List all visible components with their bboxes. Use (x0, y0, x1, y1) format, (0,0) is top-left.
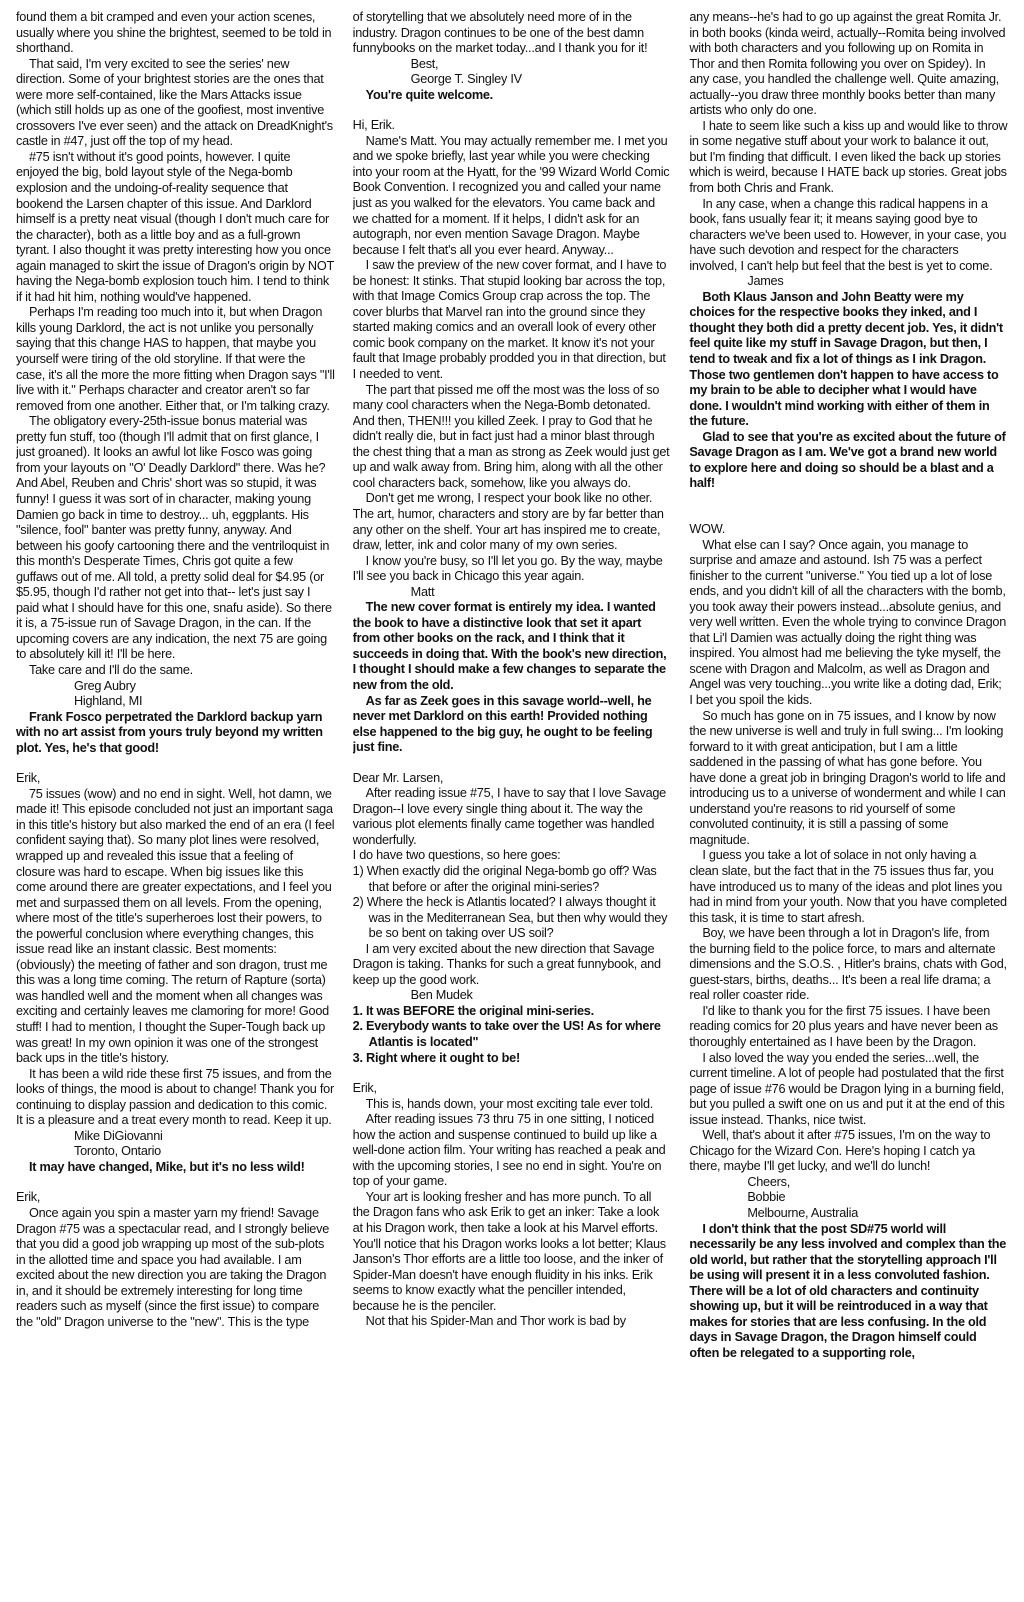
letter-signature: Best, (410, 56, 439, 71)
letter-salutation: Erik, (352, 1081, 377, 1096)
letter-separator (353, 103, 672, 118)
letter-paragraph: After reading issue #75, I have to say that I love Savage Dragon--I love every single thing about it. The way the various plot elements finally came together was handled wonderfully. (352, 786, 666, 847)
letter-paragraph: I saw the preview of the new cover format, and I have to be honest: It stinks. That stupid looking bar across the top, with that Image Comics Group crap across the top. The cover blurbs that Marvel ran into the ground since they started making comics and an overall look of every other comic book company on the market. It know it's not your fault that Image probably prodded you in that direction, but I needed to vent. (352, 258, 667, 382)
letter-salutation: Dear Mr. Larsen, (352, 770, 444, 785)
editor-reply: Frank Fosco perpetrated the Darklord backup yarn with no art assist from yours truly beyond my written plot. Yes, he's that good! (16, 709, 323, 755)
letter-paragraph: I hate to seem like such a kiss up and would like to throw in some negative stuff about your work to balance it out, but I'm finding that difficult. I even liked the back up stories which is weird, because I HATE back up stories. Great jobs from both Chris and Frank. (689, 118, 1008, 196)
letter-separator (16, 756, 335, 771)
letter-paragraph: I guess you take a lot of solace in not only having a clean slate, but the fact that in the 75 issues thus far, you have introduced us to many of the ideas and plot lines you had in mind from your youth. Now that you have completed this task, it is time to start afresh. (689, 848, 1007, 925)
letter-paragraph: I also loved the way you ended the series...well, the current timeline. A lot of people had postulated that the first page of issue #76 would be Dragon lying in a burning field, but you pulled a swift one on us and put it at the end of this issue instead. Thanks, nice twist. (689, 1050, 1005, 1127)
letter-salutation: Hi, Erik. (352, 118, 395, 133)
letter-paragraph: Boy, we have been through a lot in Dragon's life, from the burning field to the police force, to mars and alternate dimensions and the S.O.S. , Hitler's brains, chats with God, guest-stars, births, deaths... It's been a real life drama; a real roller coaster ride. (689, 926, 1007, 1003)
letter-separator (689, 492, 1008, 507)
letter-signature: Toronto, Ontario (74, 1144, 161, 1159)
letter-paragraph: I'd like to thank you for the first 75 issues. I have been reading comics for 20 plus years and have never been as thoroughly entertained as I have been by the Dragon. (689, 1003, 998, 1049)
letter-paragraph-continued: of storytelling that we absolutely need more of in the industry. Dragon continues to be one of the best damn funnybooks on the market today...and I thank you for it! (352, 10, 648, 56)
letter-paragraph: So much has gone on in 75 issues, and I know by now the new universe is well and truly in full swing... I'm looking forward to it with great anticipation, but I am a little saddened in the passing of what has gone before. You have done a great job in bringing Dragon's world to life and introducing us to a universe of wonderment and while I can understand you're reasons to rid yourself of some convoluted continuity, it is still a passing of some magnitude. (689, 708, 1006, 847)
letter-signature: Cheers, (747, 1174, 791, 1189)
letter-paragraph: Not that his Spider-Man and Thor work is bad by (365, 1314, 626, 1329)
letter-signature: James (747, 274, 784, 289)
letter-paragraph: I am very excited about the new direction that Savage Dragon is taking. Thanks for such a great funnybook, and keep up the good work. (352, 941, 661, 987)
letter-separator (353, 756, 672, 771)
letter-paragraph: After reading issues 73 thru 75 in one sitting, I noticed how the action and suspense continued to build up like a well-done action film. Your writing has reached a peak and with the upcoming stories, I see no end in sight. You're on top of your game. (352, 1112, 666, 1189)
letters-column-2 (353, 10, 672, 1594)
letters-column-1 (16, 10, 335, 1594)
letter-salutation: WOW. (689, 521, 725, 536)
letter-signature: Bobbie (747, 1190, 786, 1205)
editor-reply: It may have changed, Mike, but it's no less wild! (29, 1159, 305, 1174)
editor-reply: Glad to see that you're as excited about the future of Savage Dragon as I am. We've got a brand new world to explore here and doing so should be a blast and a half! (689, 429, 1006, 491)
letter-separator (689, 507, 1008, 522)
letter-paragraph: Don't get me wrong, I respect your book like no other. The art, humor, characters and story are by far better than any other on the shelf. Your art has inspired me to create, draw, letter, ink and color many of my own series. (352, 491, 664, 553)
letter-salutation: Erik, (16, 771, 41, 786)
editor-reply-item: 2. Everybody wants to take over the US! As for where Atlantis is located" (352, 1019, 661, 1049)
editor-reply: Both Klaus Janson and John Beatty were my choices for the respective books they inked, and I thought they both did a pretty decent job. Yes, it didn't feel quite like my stuff in Savage Dragon, but then, I tend to tweak and fix a lot of things as I ink Dragon. Those two gentlemen don't happen to have access to my brain to be able to decipher what I would have done. I wouldn't mind working with either of them in the future. (689, 289, 1003, 429)
letter-question-item: 1) When exactly did the original Nega-bomb go off? Was that before or after the original mini-series? (352, 863, 657, 894)
letter-salutation: Erik, (16, 1190, 41, 1205)
letters-column-3 (689, 10, 1008, 1594)
letter-paragraph: Well, that's about it after #75 issues, I'm on the way to Chicago for the Wizard Con. Here's hoping I catch ya there, maybe I'll get lucky, and we'll do lunch! (689, 1128, 991, 1174)
letter-paragraph: Take care and I'll do the same. (29, 662, 193, 677)
letter-paragraph: The obligatory every-25th-issue bonus material was pretty fun stuff, too (though I'll admit that on first glance, I just groaned). It looks an awful lot like Fosco was going from your layouts on "O' Deadly Darklord" there. Was he? And Abel, Reuben and Chris' short was so stupid, it was funny! I guess it was sort of in character, making young Damien go back in time to destroy... uh, eggplants. His "silence, fool" banter was pretty funny, anyway. And between his goofy cartooning there and the ventriloquist in this month's Desperate Times, Chris got quite a few guffaws out of me. All told, a pretty solid deal for $4.95 (or $5.95, though I'd rather not get into that-- let's just say I paid what I should have for this one, snafu aside). So there it is, a 75-issue run of Savage Dragon, in the can. If the upcoming covers are any indication, the next 75 are going to absolutely kill it! I'll be here. (16, 414, 332, 662)
letter-paragraph-continued: I do have two questions, so here goes: (352, 848, 561, 863)
letter-signature: Mike DiGiovanni (74, 1128, 163, 1143)
letter-paragraph: Name's Matt. You may actually remember me. I met you and we spoke briefly, last year while you were checking into your room at the Hyatt, for the '99 Wizard World Comic Book Convention. I recognized you and called your name just as you walked for the elevators. You came back and we chatted for a moment. If it helps, I didn't ask for an autograph, nor even mention Savage Dragon. Maybe because I felt that's all you ever heard. Anyway... (352, 133, 670, 257)
letter-paragraph-continued: found them a bit cramped and even your action scenes, usually where you shine the brightest, seemed to be told in shorthand. (16, 10, 332, 56)
letter-paragraph: This is, hands down, your most exciting tale ever told. (365, 1096, 654, 1111)
editor-reply-item: 1. It was BEFORE the original mini-series. (352, 1003, 594, 1018)
editor-reply-item: 3. Right where it ought to be! (352, 1050, 520, 1065)
letter-paragraph: It has been a wild ride these first 75 issues, and from the looks of things, the mood is about to change! Thank you for continuing to display passion and dedication to this comic. It is a pleasure and a treat every month to read. Keep it up. (16, 1066, 334, 1128)
letter-paragraph: 75 issues (wow) and no end in sight. Well, hot damn, we made it! This episode concluded not just an important saga in this title's history but also marked the end of an era (I feel confident saying that). So many plot lines were resolved, wrapped up and revealed this issue that a feeling of closure was hard to escape. When big issues like this come around there are greater expectations, and I feel you met and surpassed them on all levels. From the opening, where most of the title's superheroes lost their powers, to the powerful conclusion where everything changes, this issue read like an instant classic. Best moments: (obviously) the meeting of father and son dragon, trust me this was a long time coming. The return of Rapture (sorta) was handled well and the moment when all changes was exciting and certainly leaves me clamoring for more! Good stuff! I had to mention, I thought the Super-Tough back up was great! In my own opinion it was one of the strongest back ups in the title's history. (16, 786, 335, 1066)
letter-signature: Highland, MI (74, 694, 143, 709)
letter-paragraph: Perhaps I'm reading too much into it, but when Dragon kills young Darklord, the act is not unlike you personally saying that this change HAS to happen, that maybe you yourself were tiring of the old storyline. If that were the case, it's all the more the more fitting when Dragon says "I'll live with it." Perhaps character and creator aren't so far removed from one another. Either that, or I'm talking crazy. (16, 305, 335, 413)
letter-signature: George T. Singley IV (410, 72, 522, 87)
letter-signature: Ben Mudek (410, 988, 473, 1003)
letter-paragraph-continued: any means--he's had to go up against the great Romita Jr. in both books (kinda weird, actually--Romita being involved with both characters and you following up on Romita in Thor and then Romita following you over on Spidey). In any case, you handled the challenge well. Quite amazing, actually--you draw three monthly books better than many artists who only do one. (689, 10, 1006, 118)
letter-question-item: 2) Where the heck is Atlantis located? I always thought it was in the Mediterranean Sea, but then why would they be so bent on taking over US soil? (352, 895, 668, 941)
letter-paragraph: In any case, when a change this radical happens in a book, fans usually fear it; it means saying good bye to characters we've been used to. However, in your case, you have such devotion and respect for the characters involved, I can't help but feel that the best is yet to come. (689, 196, 1007, 273)
letter-signature: Matt (410, 584, 435, 599)
editor-reply: As far as Zeek goes in this savage world--well, he never met Darklord on this earth! Provided nothing else happened to the big guy, he ought to be feeling just fine. (352, 693, 653, 755)
letter-signature: Melbourne, Australia (747, 1206, 859, 1221)
editor-reply: I don't think that the post SD#75 world will necessarily be any less involved and complex than the old world, but rather that the storytelling approach I'll be using will present it in a less convoluted fashion. There will be a lot of old characters and continuity showing up, but it will be reintroduced in a way that makes for stories that are less confusing. In the old days in Savage Dragon, the Dragon himself could often be relegated to a supporting role, (689, 1221, 1007, 1360)
letter-separator (16, 1175, 335, 1190)
editor-reply: The new cover format is entirely my idea. I wanted the book to have a distinctive look that set it apart from other books on the rack, and I think that it succeeds in doing that. With the book's new direction, I thought I should make a few changes to separate the new from the old. (352, 600, 667, 692)
letter-paragraph: Once again you spin a master yarn my friend! Savage Dragon #75 was a spectacular read, and I strongly believe that you did a good job wrapping up most of the sub-plots in the allotted time and space you had available. I am excited about the new direction you are taking the Dragon in, and it should be extremely interesting for long time readers such as myself (since the first issue) to compare the "old" Dragon universe to the "new". This is the type (16, 1206, 329, 1329)
letter-paragraph: I know you're busy, so I'll let you go. By the way, maybe I'll see you back in Chicago this year again. (352, 553, 663, 584)
editor-reply: You're quite welcome. (365, 87, 493, 102)
letter-paragraph: #75 isn't without it's good points, however. I quite enjoyed the big, bold layout style of the Nega-bomb explosion and the undoing-of-reality sequence that bookend the Larsen chapter of this issue. And Darklord himself is a pretty neat visual (though I don't much care for the character), both as a little boy and as a full-grown tyrant. I also thought it was pretty interesting how you once again managed to skirt the issue of Dragon's origin by NOT having the Nega-bomb explosion touch him. I tend to think if it had hit him, nothing would've happened. (16, 149, 334, 304)
letter-paragraph: The part that pissed me off the most was the loss of so many cool characters when the Nega-Bomb detonated. And then, THEN!!! you killed Zeek. I pray to God that he didn't really die, but in fact just had a minor blast through the chest thing that a man as strong as Zeek would just get up and walk away from. Bring him, along with all the other cool characters back, somehow, like you always do. (352, 382, 670, 490)
letter-paragraph: What else can I say? Once again, you manage to surprise and amaze and astound. Ish 75 was a perfect finisher to the current "universe." You tied up a lot of lose ends, and you didn't kill of all the characters with the bomb, you took away their powers instead...absolute genius, and very well written. Even the whole trying to convince Dragon that Li'l Damien was actually doing the right thing was inspired. You almost had me believing the tyke myself, the scene with Dragon and Malcolm, as well as Dragon and Angel was very touching...you write like a doting dad, Erik; I bet you spoil the kids. (689, 537, 1007, 707)
letter-paragraph: Your art is looking fresher and has more punch. To all the Dragon fans who ask Erik to get an inker: Take a look at his Dragon work, then take a look at his Marvel efforts. You'll notice that his Dragon works looks a lot better; Klaus Janson's Thor efforts are a little too loose, and the inker of Spider-Man doesn't have enough fluidity in his inks. Erik seems to know exactly what the penciller intended, because he is the penciler. (352, 1189, 666, 1313)
letter-separator (353, 1066, 672, 1081)
letter-signature: Greg Aubry (74, 678, 136, 693)
letter-paragraph: That said, I'm very excited to see the series' new direction. Some of your brightest stories are the ones that were more self-contained, like the Mars Attacks issue (which still holds up as one of the goofiest, most inventive crossovers I've ever seen) and the attack on DreadKnight's castle in #47, just off the top of my head. (16, 56, 333, 149)
